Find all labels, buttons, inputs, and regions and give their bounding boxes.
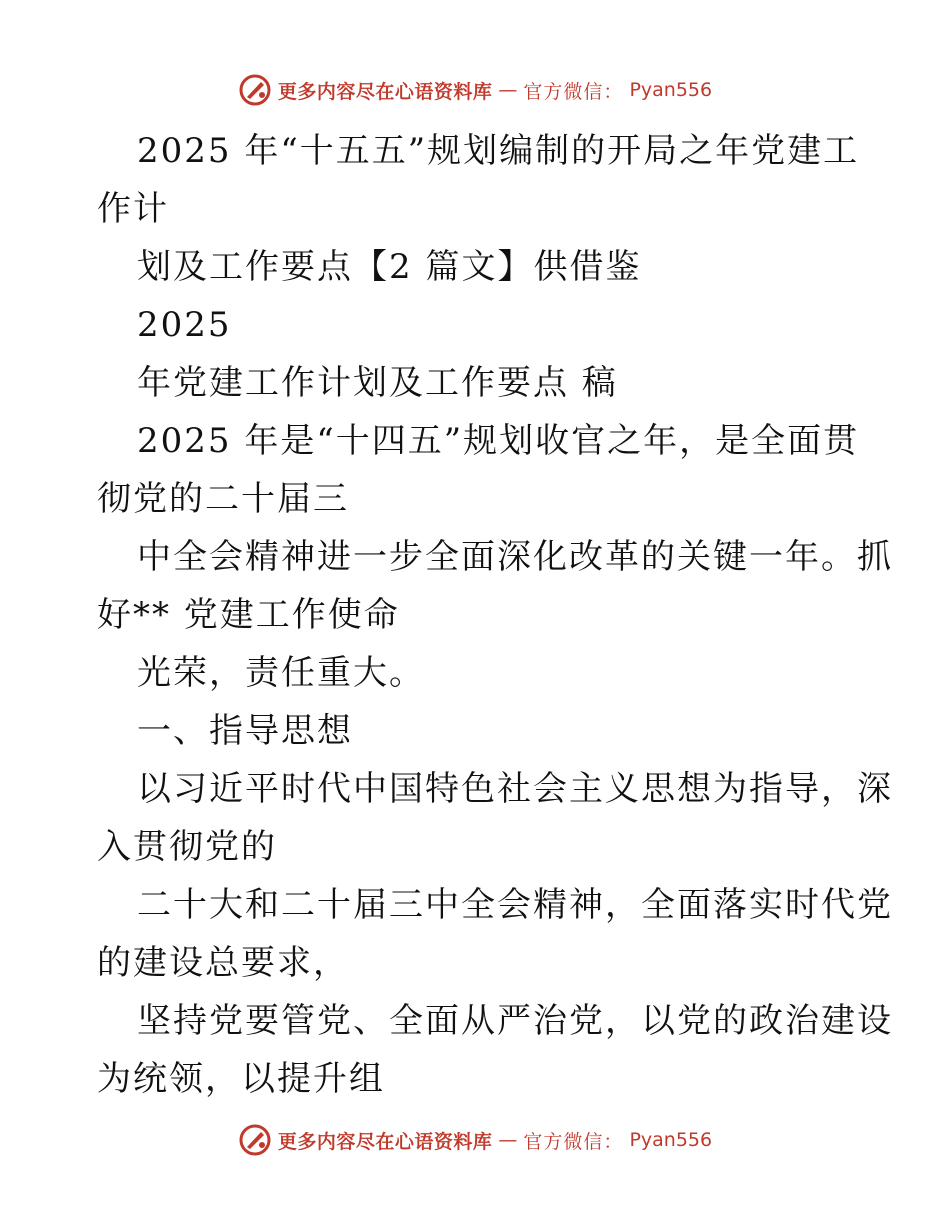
header-wechat-id: Pyan556 bbox=[629, 79, 713, 101]
document-line: 的建设总要求， bbox=[97, 943, 349, 983]
header-brand-text: 更多内容尽在心语资料库 bbox=[277, 80, 493, 103]
document-line: 以习近平时代中国特色社会主义思想为指导，深 bbox=[137, 769, 893, 809]
document-line: 作计 bbox=[97, 189, 169, 229]
document-line: 中全会精神进一步全面深化改革的关键一年。抓 bbox=[137, 537, 893, 577]
document-line: 2025 年“十五五”规划编制的开局之年党建工 bbox=[137, 131, 860, 171]
document-line: 好** 党建工作使命 bbox=[97, 595, 400, 635]
brand-logo-icon bbox=[238, 1123, 272, 1157]
document-line: 年党建工作计划及工作要点 稿 bbox=[137, 363, 618, 403]
header-banner bbox=[0, 70, 950, 110]
footer-banner bbox=[0, 1120, 950, 1160]
footer-official-label: 官方微信： bbox=[523, 1130, 624, 1153]
document-line: 入贯彻党的 bbox=[97, 827, 277, 867]
document-line: 2025 年是“十四五”规划收官之年，是全面贯 bbox=[137, 421, 860, 461]
document-line: 划及工作要点【2 篇文】供借鉴 bbox=[137, 247, 642, 287]
document-line: 坚持党要管党、全面从严治党，以党的政治建设 bbox=[137, 1001, 893, 1041]
document-line: 2025 bbox=[137, 305, 232, 345]
header-separator: — bbox=[498, 79, 518, 101]
document-line: 为统领，以提升组 bbox=[97, 1059, 385, 1099]
footer-separator: — bbox=[498, 1129, 518, 1151]
brand-logo-icon bbox=[238, 73, 272, 107]
document-line: 一、指导思想 bbox=[137, 711, 353, 751]
document-line: 光荣，责任重大。 bbox=[137, 653, 425, 693]
document-body bbox=[97, 122, 893, 1108]
document-line: 彻党的二十届三 bbox=[97, 479, 349, 519]
document-line: 二十大和二十届三中全会精神，全面落实时代党 bbox=[137, 885, 893, 925]
header-official-label: 官方微信： bbox=[523, 80, 624, 103]
footer-wechat-id: Pyan556 bbox=[629, 1129, 713, 1151]
footer-brand-text: 更多内容尽在心语资料库 bbox=[277, 1130, 493, 1153]
